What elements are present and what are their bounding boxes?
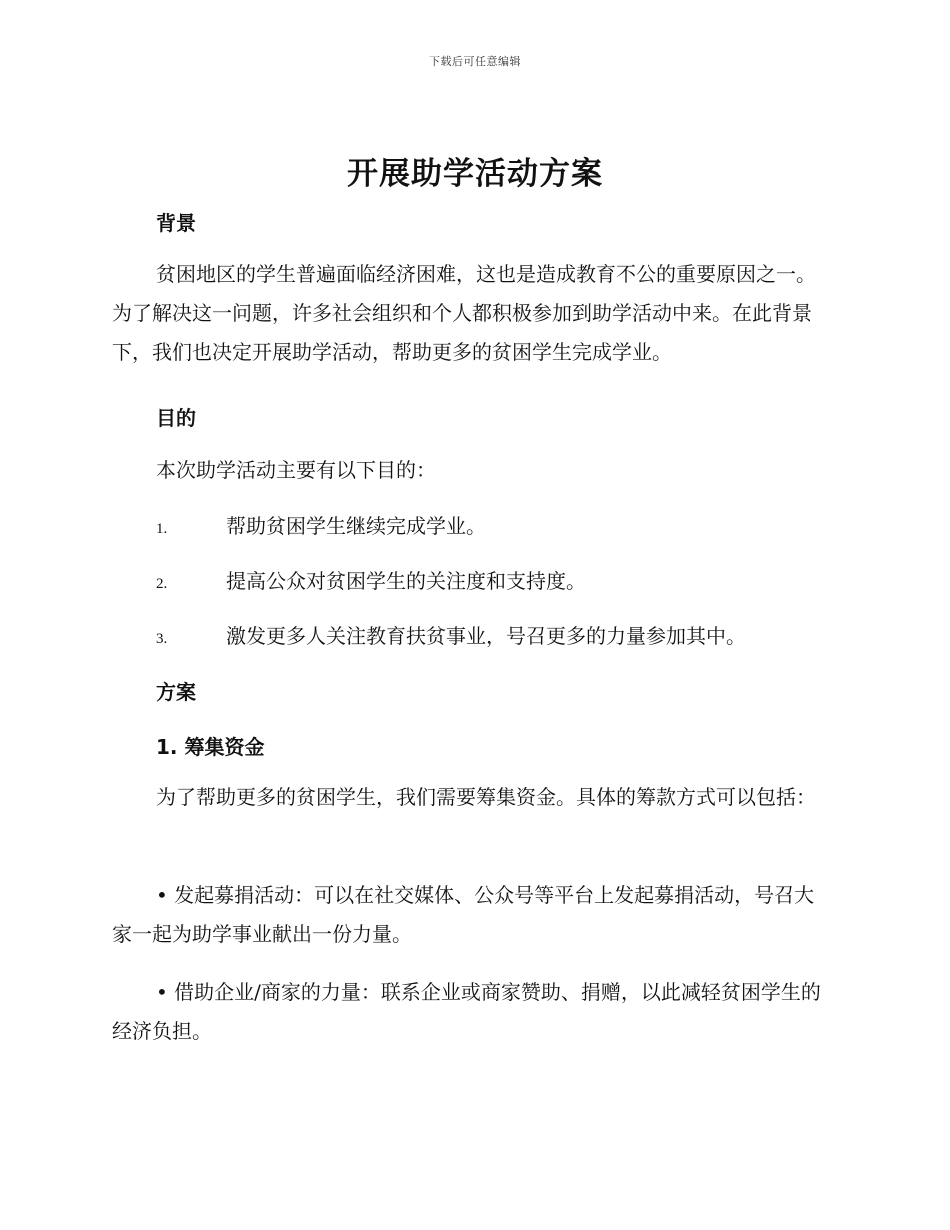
list-item-number: 3.	[156, 631, 168, 647]
subsection-heading-fundraising: 1. 筹集资金	[156, 735, 265, 759]
fundraising-bullet-1: • 发起募捐活动：可以在社交媒体、公众号等平台上发起募捐活动，号召大家一起为助学事业献出一份力量。	[112, 883, 815, 946]
list-item	[156, 620, 836, 649]
list-item-number: 2.	[156, 576, 168, 592]
section-heading-background: 背景	[156, 211, 196, 235]
list-item	[156, 510, 836, 539]
list-item-text: 激发更多人关注教育扶贫事业，号召更多的力量参加其中。	[226, 624, 746, 648]
list-item	[156, 565, 836, 594]
list-item-number: 1.	[156, 521, 168, 537]
fundraising-intro-paragraph: 为了帮助更多的贫困学生，我们需要筹集资金。具体的筹款方式可以包括：	[156, 785, 816, 809]
fundraising-bullet-2: • 借助企业/商家的力量：联系企业或商家赞助、捐赠，以此减轻贫困学生的经济负担。	[112, 980, 821, 1043]
section-heading-plan: 方案	[156, 680, 196, 704]
list-item-text: 提高公众对贫困学生的关注度和支持度。	[226, 569, 586, 593]
purpose-intro: 本次助学活动主要有以下目的：	[156, 458, 436, 482]
page-header-note: 下载后可任意编辑	[429, 55, 521, 68]
background-paragraph: 贫困地区的学生普遍面临经济困难，这也是造成教育不公的重要原因之一。为了解决这一问题，许多社会组织和个人都积极参加到助学活动中来。在此背景下，我们也决定开展助学活动，帮助更多的贫困学生完成学业。	[112, 262, 816, 364]
document-title: 开展助学活动方案	[347, 156, 603, 192]
list-item-text: 帮助贫困学生继续完成学业。	[226, 514, 486, 538]
section-heading-purpose: 目的	[156, 406, 196, 430]
